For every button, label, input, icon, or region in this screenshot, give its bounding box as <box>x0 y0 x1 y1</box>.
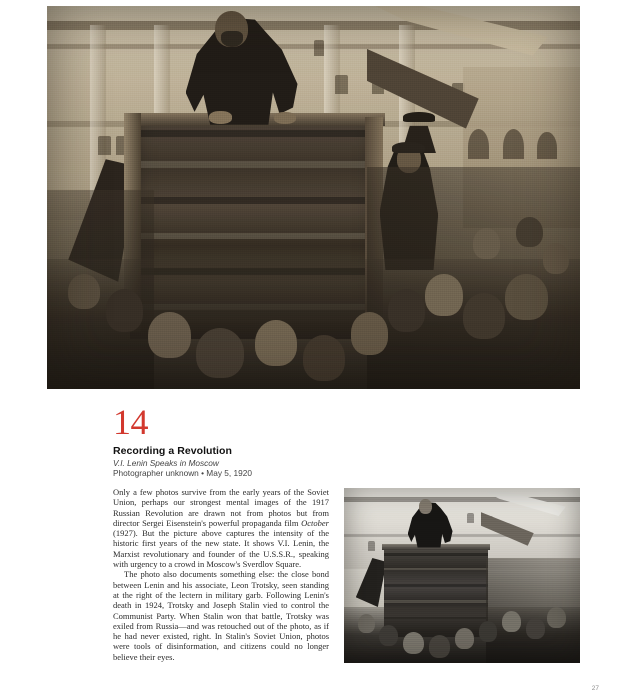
inset-building-window <box>467 513 474 524</box>
crowd-head <box>255 320 298 366</box>
crowd-head <box>505 274 548 320</box>
crowd-head <box>516 217 543 248</box>
inset-photo-canvas <box>344 488 580 663</box>
inset-crowd-head <box>429 635 450 658</box>
page-number: 27 <box>591 685 599 692</box>
platform-plank-seam <box>130 130 381 137</box>
article-paragraph-1 <box>113 487 329 569</box>
platform-plank-highlight <box>130 233 381 240</box>
platform-plank-highlight <box>130 161 381 168</box>
main-photograph <box>47 6 580 389</box>
platform-plank-seam <box>130 197 381 204</box>
inset-lenin-head <box>419 499 432 514</box>
inset-platform-plank-highlight <box>384 600 488 603</box>
officer-cap-background <box>403 112 435 122</box>
inset-crowd-head <box>526 618 545 639</box>
inset-crowd-head <box>502 611 521 632</box>
lenin-left-hand <box>209 111 232 123</box>
crowd-head <box>425 274 462 316</box>
article-subtitle: V.I. Lenin Speaks in Moscow <box>113 458 219 468</box>
crowd-head <box>473 228 500 259</box>
inset-platform-plank-seam <box>384 553 488 556</box>
main-photo-canvas <box>47 6 580 389</box>
paragraph-1-text-part-1: Only a few photos survive from the early years of the Soviet Union, perhaps our strongest mental images of the 1917 Russian Revolution are drawn not from photos but from director Sergei Eisenstein's powerful propaganda film <box>113 487 329 528</box>
crowd-head <box>303 335 346 381</box>
crowd-head <box>463 293 506 339</box>
crowd-head <box>388 289 425 331</box>
inset-platform-plank-seam <box>384 584 488 587</box>
crowd-head <box>196 328 244 378</box>
building-arch <box>503 129 524 160</box>
trotsky-military-cap <box>392 142 425 153</box>
article-body <box>113 487 329 662</box>
building-window <box>98 136 112 155</box>
inset-building-window <box>368 541 375 552</box>
lenin-right-hand <box>274 112 296 123</box>
inset-crowd-head <box>479 621 498 642</box>
building-arch <box>537 132 556 159</box>
crowd-head <box>148 312 191 358</box>
inset-building-cornice <box>344 534 580 538</box>
article-block <box>113 404 329 662</box>
inset-retouched-photograph <box>344 488 580 663</box>
article-title: Recording a Revolution <box>113 445 232 457</box>
article-credit: Photographer unknown • May 5, 1920 <box>113 468 252 478</box>
building-window <box>314 40 325 55</box>
inset-building-cornice <box>344 497 580 502</box>
inset-crowd-head <box>358 614 375 633</box>
inset-crowd-head <box>455 628 474 649</box>
crowd-head <box>543 243 570 274</box>
article-number: 14 <box>113 402 148 442</box>
inset-crowd-head <box>547 607 566 628</box>
film-title-october: October <box>301 517 329 528</box>
building-window <box>335 75 348 94</box>
crowd-head <box>106 289 143 331</box>
inset-crowd-head <box>403 632 424 655</box>
article-paragraph-2: The photo also documents something else: the close bond between Lenin and his associate, Leon Trotsky, seen standing at the right of the lectern in military garb. Following Lenin's death in 1924, Trotsky and Joseph Stalin vied to control the Communist Party. When Stalin won that battle, Trotsky was exiled from Russia—and was retouched out of the photo, as if he had never existed, right. In Stalin's Soviet Union, photos were tools of disinformation, and citizens could no longer believe their eyes. <box>113 569 329 662</box>
paragraph-1-text-part-2: (1927). But the picture above captures the intensity of the historic first years of the new state. It shows V.I. Lenin, the Marxist revolutionary and founder of the U.S.S.R., speaking with urgency to a crowd in Moscow's Sverdlov Square. <box>113 528 329 570</box>
crowd-head <box>68 274 100 308</box>
crowd-head <box>351 312 388 354</box>
inset-platform-plank-highlight <box>384 568 488 571</box>
inset-crowd-head <box>379 625 398 646</box>
